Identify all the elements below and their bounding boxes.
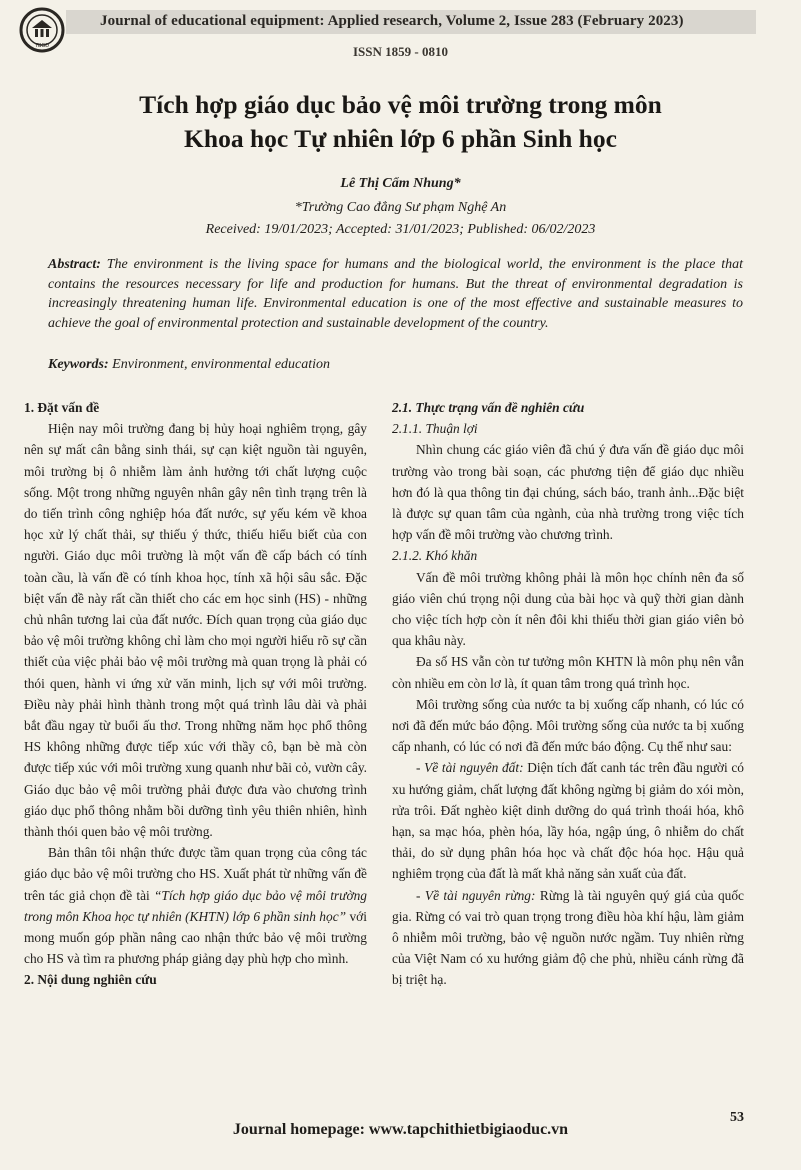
affiliation: *Trường Cao đẳng Sư phạm Nghệ An bbox=[294, 200, 507, 215]
issn: ISSN 1859 - 0810 bbox=[353, 44, 448, 59]
keywords-text: Environment, environmental education bbox=[108, 357, 331, 372]
journal-name: Journal of educational equipment: Applied research, Volume 2, Issue 283 (February 2023) bbox=[100, 13, 684, 29]
publication-dates: Received: 19/01/2023; Accepted: 31/01/2023; Published: 06/02/2023 bbox=[205, 222, 596, 237]
keywords bbox=[48, 357, 743, 373]
author: Lê Thị Cẩm Nhung* bbox=[340, 176, 461, 191]
title-line-1: Tích hợp giáo dục bảo vệ môi trường trong môn bbox=[139, 90, 662, 119]
list-lead: - Về tài nguyên rừng: bbox=[416, 887, 536, 903]
paragraph: Vấn đề môi trường không phải là môn học chính nên đa số giáo viên chú trọng nội dung của bài học và quỹ thời gian dành cho việc tích hợp còn ít nên đôi khi thiếu thời gian giáo viên bỏ qua khâu này. bbox=[392, 569, 744, 649]
paragraph: Nhìn chung các giáo viên đã chú ý đưa vấn đề giáo dục môi trường vào trong bài soạn, các phương tiện để giáo dục nhiều hơn đó là qua thông tin đại chúng, sách báo, tranh ảnh...Đặc biệt là được sự quan tâm của ngành, của nhà trường trong việc tích hợp vấn đề môi trường vào chương trình. bbox=[392, 442, 744, 543]
abstract bbox=[48, 255, 743, 333]
section-heading: 1. Đặt vấn đề bbox=[24, 400, 100, 415]
paragraph: - Về tài nguyên rừng: Rừng là tài nguyên quý giá của quốc gia. Rừng có vai trò quan trọng trong điều hòa khí hậu, làm giảm ô nhiễm môi trường, bảo vệ nguồn nước ngầm. Tuy nhiên rừng của Việt Nam có xu hướng giảm độ che phủ, nhiều cánh rừng đã bị triệt hạ. bbox=[392, 887, 744, 988]
left-column bbox=[24, 397, 367, 991]
abstract-text: The environment is the living space for humans and the biological world, the environment is the place that contains the resources necessary for life and production for humans. But the threat of environmental degradation is increasingly threatening human life. Environmental education is one of the most effective and sustainable measures to achieve the goal of environmental protection and sustainable development of the country. bbox=[48, 257, 743, 331]
abstract-label: Abstract: bbox=[48, 257, 101, 272]
paragraph: Đa số HS vẫn còn tư tưởng môn KHTN là môn phụ nên vẫn còn nhiều em còn lơ là, ít quan tâm trong quá trình học. bbox=[392, 654, 744, 691]
keywords-label: Keywords: bbox=[48, 357, 109, 372]
section-heading: 2. Nội dung nghiên cứu bbox=[24, 972, 157, 988]
paragraph: - Về tài nguyên đất: Diện tích đất canh tác trên đầu người có xu hướng giảm, chất lượng đất không ngừng bị giảm do xói mòn, rửa trôi. Đất nghèo kiệt dinh dưỡng do quá trình thoái hóa, khô hạn, sa mạc hóa, phèn hóa, lầy hóa, ngập úng, ô nhiễm do chất thải, do sử dụng phân hóa học và chất độc hóa học. Hậu quả nghiêm trọng của đất là mất khả năng sản xuất của đất. bbox=[392, 760, 744, 882]
title-line-2: Khoa học Tự nhiên lớp 6 phần Sinh học bbox=[184, 124, 617, 153]
paragraph: Bản thân tôi nhận thức được tầm quan trọng của công tác giáo dục bảo vệ môi trường cho HS. Xuất phát từ những vấn đề trên tác giả chọn đề tài “Tích hợp giáo dục bảo vệ môi trường trong môn Khoa học tự nhiên (KHTN) lớp 6 phần sinh học” với mong muốn góp phần nâng cao nhận thức bảo vệ môi trường cho HS và tìm ra phương pháp giảng dạy phù hợp cho mình. bbox=[24, 845, 367, 967]
article-title bbox=[40, 88, 761, 156]
journal-homepage: Journal homepage: www.tapchithietbigiaoduc.vn bbox=[232, 1121, 569, 1138]
right-column bbox=[392, 397, 744, 991]
subsubsection-heading: 2.1.2. Khó khăn bbox=[392, 548, 478, 564]
subsection-heading: 2.1. Thực trạng vấn đề nghiên cứu bbox=[392, 400, 585, 415]
paragraph: Môi trường sống của nước ta bị xuống cấp nhanh, có lúc có nơi đã đến mức báo động. Môi trường sống của nước ta bị xuống cấp nhanh, có lúc có nơi đã đến mức báo động. Cụ thể như sau: bbox=[392, 696, 744, 755]
list-lead: - Về tài nguyên đất: bbox=[416, 760, 524, 776]
page-number: 53 bbox=[730, 1110, 744, 1125]
svg-text:TBGD: TBGD bbox=[34, 43, 50, 49]
paragraph: Hiện nay môi trường đang bị hủy hoại nghiêm trọng, gây nên sự mất cân bằng sinh thái, sự cạn kiệt nguồn tài nguyên, môi trường bị ô nhiễm làm ảnh hưởng tới chất lượng cuộc sống. Một trong những nguyên nhân gây nên tình trạng trên là do tiến trình công nghiệp hóa đất nước, sự yếu kém về khoa học xử lý chất thải, sự thiếu ý thức, thiếu hiểu biết của con người. Giáo dục môi trường là một vấn đề cấp bách có tính toàn cầu, là vấn đề có tính khoa học, tính xã hội sâu sắc. Đặc biệt vấn đề này rất cần thiết cho các em học sinh (HS) - những chủ nhân tương lai của đất nước. Đích quan trọng của giáo dục bảo vệ môi trường không chỉ làm cho mọi người hiểu rõ sự cần thiết của việc phải bảo vệ môi trường mà quan trọng là phải có thói quen, hành vi ứng xử văn minh, lịch sự với môi trường. Điều này phải hình thành trong một quá trình lâu dài và phải bắt đầu ngay từ buổi ấu thơ. Trong những năm học phổ thông HS không những được tiếp xúc với thầy cô, bạn bè mà còn được tiếp xúc với môi trường xung quanh như bãi cỏ, vườn cây. Giáo dục bảo vệ môi trường phải được đưa vào chương trình giáo dục phổ thông nhằm bồi dưỡng tình yêu thiên nhiên, hình thành thói quen bảo vệ môi trường. bbox=[24, 421, 367, 840]
subsubsection-heading: 2.1.1. Thuận lợi bbox=[392, 421, 478, 437]
topic-title: “Tích hợp giáo dục bảo vệ môi trường trong môn Khoa học tự nhiên (KHTN) lớp 6 phần sinh học” bbox=[24, 887, 367, 924]
